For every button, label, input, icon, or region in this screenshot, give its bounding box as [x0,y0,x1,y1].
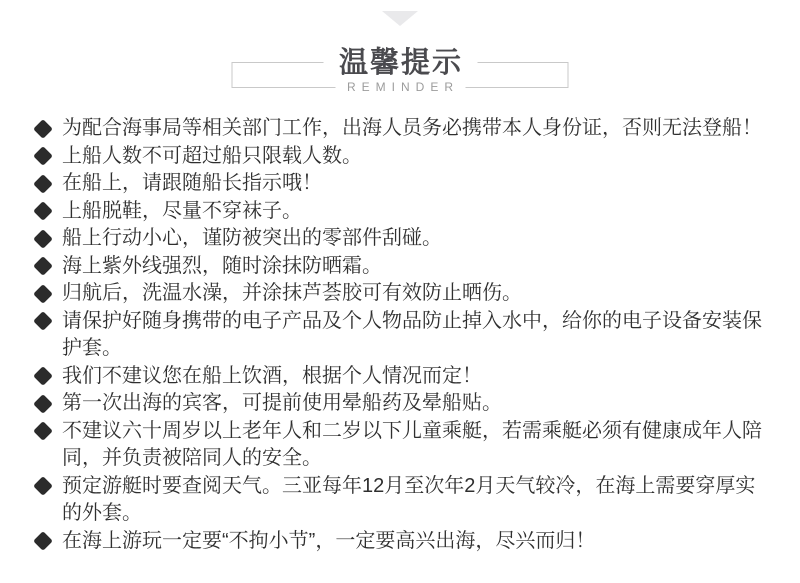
reminder-item [33,198,770,226]
diamond-bullet-icon [33,531,53,551]
reminder-item [33,418,770,473]
diamond-shape [33,366,53,386]
reminder-item [33,308,770,363]
reminder-text: 预定游艇时要查阅天气。三亚每年12月至次年2月天气较冷，在海上需要穿厚实的外套。 [62,474,756,524]
reminder-item [33,253,770,281]
reminder-text: 我们不建议您在船上饮酒，根据个人情况而定！ [62,364,482,387]
diamond-shape [33,394,53,414]
diamond-bullet-icon [33,201,53,221]
diamond-bullet-icon [33,421,53,441]
reminder-list [33,115,770,555]
triangle-down-icon [382,11,418,26]
diamond-shape [33,174,53,194]
diamond-shape [33,284,53,304]
reminder-text: 不建议六十周岁以上老年人和二岁以下儿童乘艇，若需乘艇必须有健康成年人陪同，并负责被陪同人的安全。 [62,419,762,469]
diamond-bullet-icon [33,256,53,276]
diamond-shape [33,531,53,551]
reminder-text: 在海上游玩一定要“不拘小节”，一定要高兴出海，尽兴而归！ [62,529,596,552]
reminder-text: 请保护好随身携带的电子产品及个人物品防止掉入水中，给你的电子设备安装保护套。 [62,309,762,359]
reminder-item [33,225,770,253]
page-subtitle: REMINDER [335,80,465,94]
reminder-text: 为配合海事局等相关部门工作，出海人员务必携带本人身份证，否则无法登船！ [62,117,762,139]
diamond-shape [33,229,53,249]
diamond-bullet-icon [33,476,53,496]
diamond-shape [33,421,53,441]
diamond-shape [33,119,53,139]
reminder-item [33,170,770,198]
diamond-bullet-icon [33,311,53,331]
diamond-bullet-icon [33,284,53,304]
reminder-item [33,363,770,391]
reminder-text: 上船人数不可超过船只限载人数。 [62,144,362,167]
diamond-shape [33,201,53,221]
reminder-text: 在船上，请跟随船长指示哦！ [62,172,322,194]
diamond-shape [33,146,53,166]
diamond-bullet-icon [33,146,53,166]
reminder-item [33,528,770,556]
diamond-bullet-icon [33,394,53,414]
reminder-text: 归航后，洗温水澡，并涂抹芦荟胶可有效防止晒伤。 [62,282,522,304]
diamond-bullet-icon [33,119,53,139]
reminder-text: 船上行动小心，谨防被突出的零部件刮碰。 [62,227,442,249]
diamond-bullet-icon [33,174,53,194]
diamond-bullet-icon [33,366,53,386]
diamond-shape [33,256,53,276]
page-title: 温馨提示 [323,47,477,79]
reminder-item [33,143,770,171]
reminder-item [33,473,770,528]
header-frame [232,47,569,94]
reminder-text: 上船脱鞋，尽量不穿袜子。 [62,199,302,222]
diamond-shape [33,476,53,496]
reminder-item [33,115,770,143]
reminder-text: 海上紫外线强烈，随时涂抹防晒霜。 [62,254,382,277]
reminder-item [33,280,770,308]
reminder-item [33,390,770,418]
diamond-shape [33,311,53,331]
reminder-text: 第一次出海的宾客，可提前使用晕船药及晕船贴。 [62,392,502,414]
diamond-bullet-icon [33,229,53,249]
